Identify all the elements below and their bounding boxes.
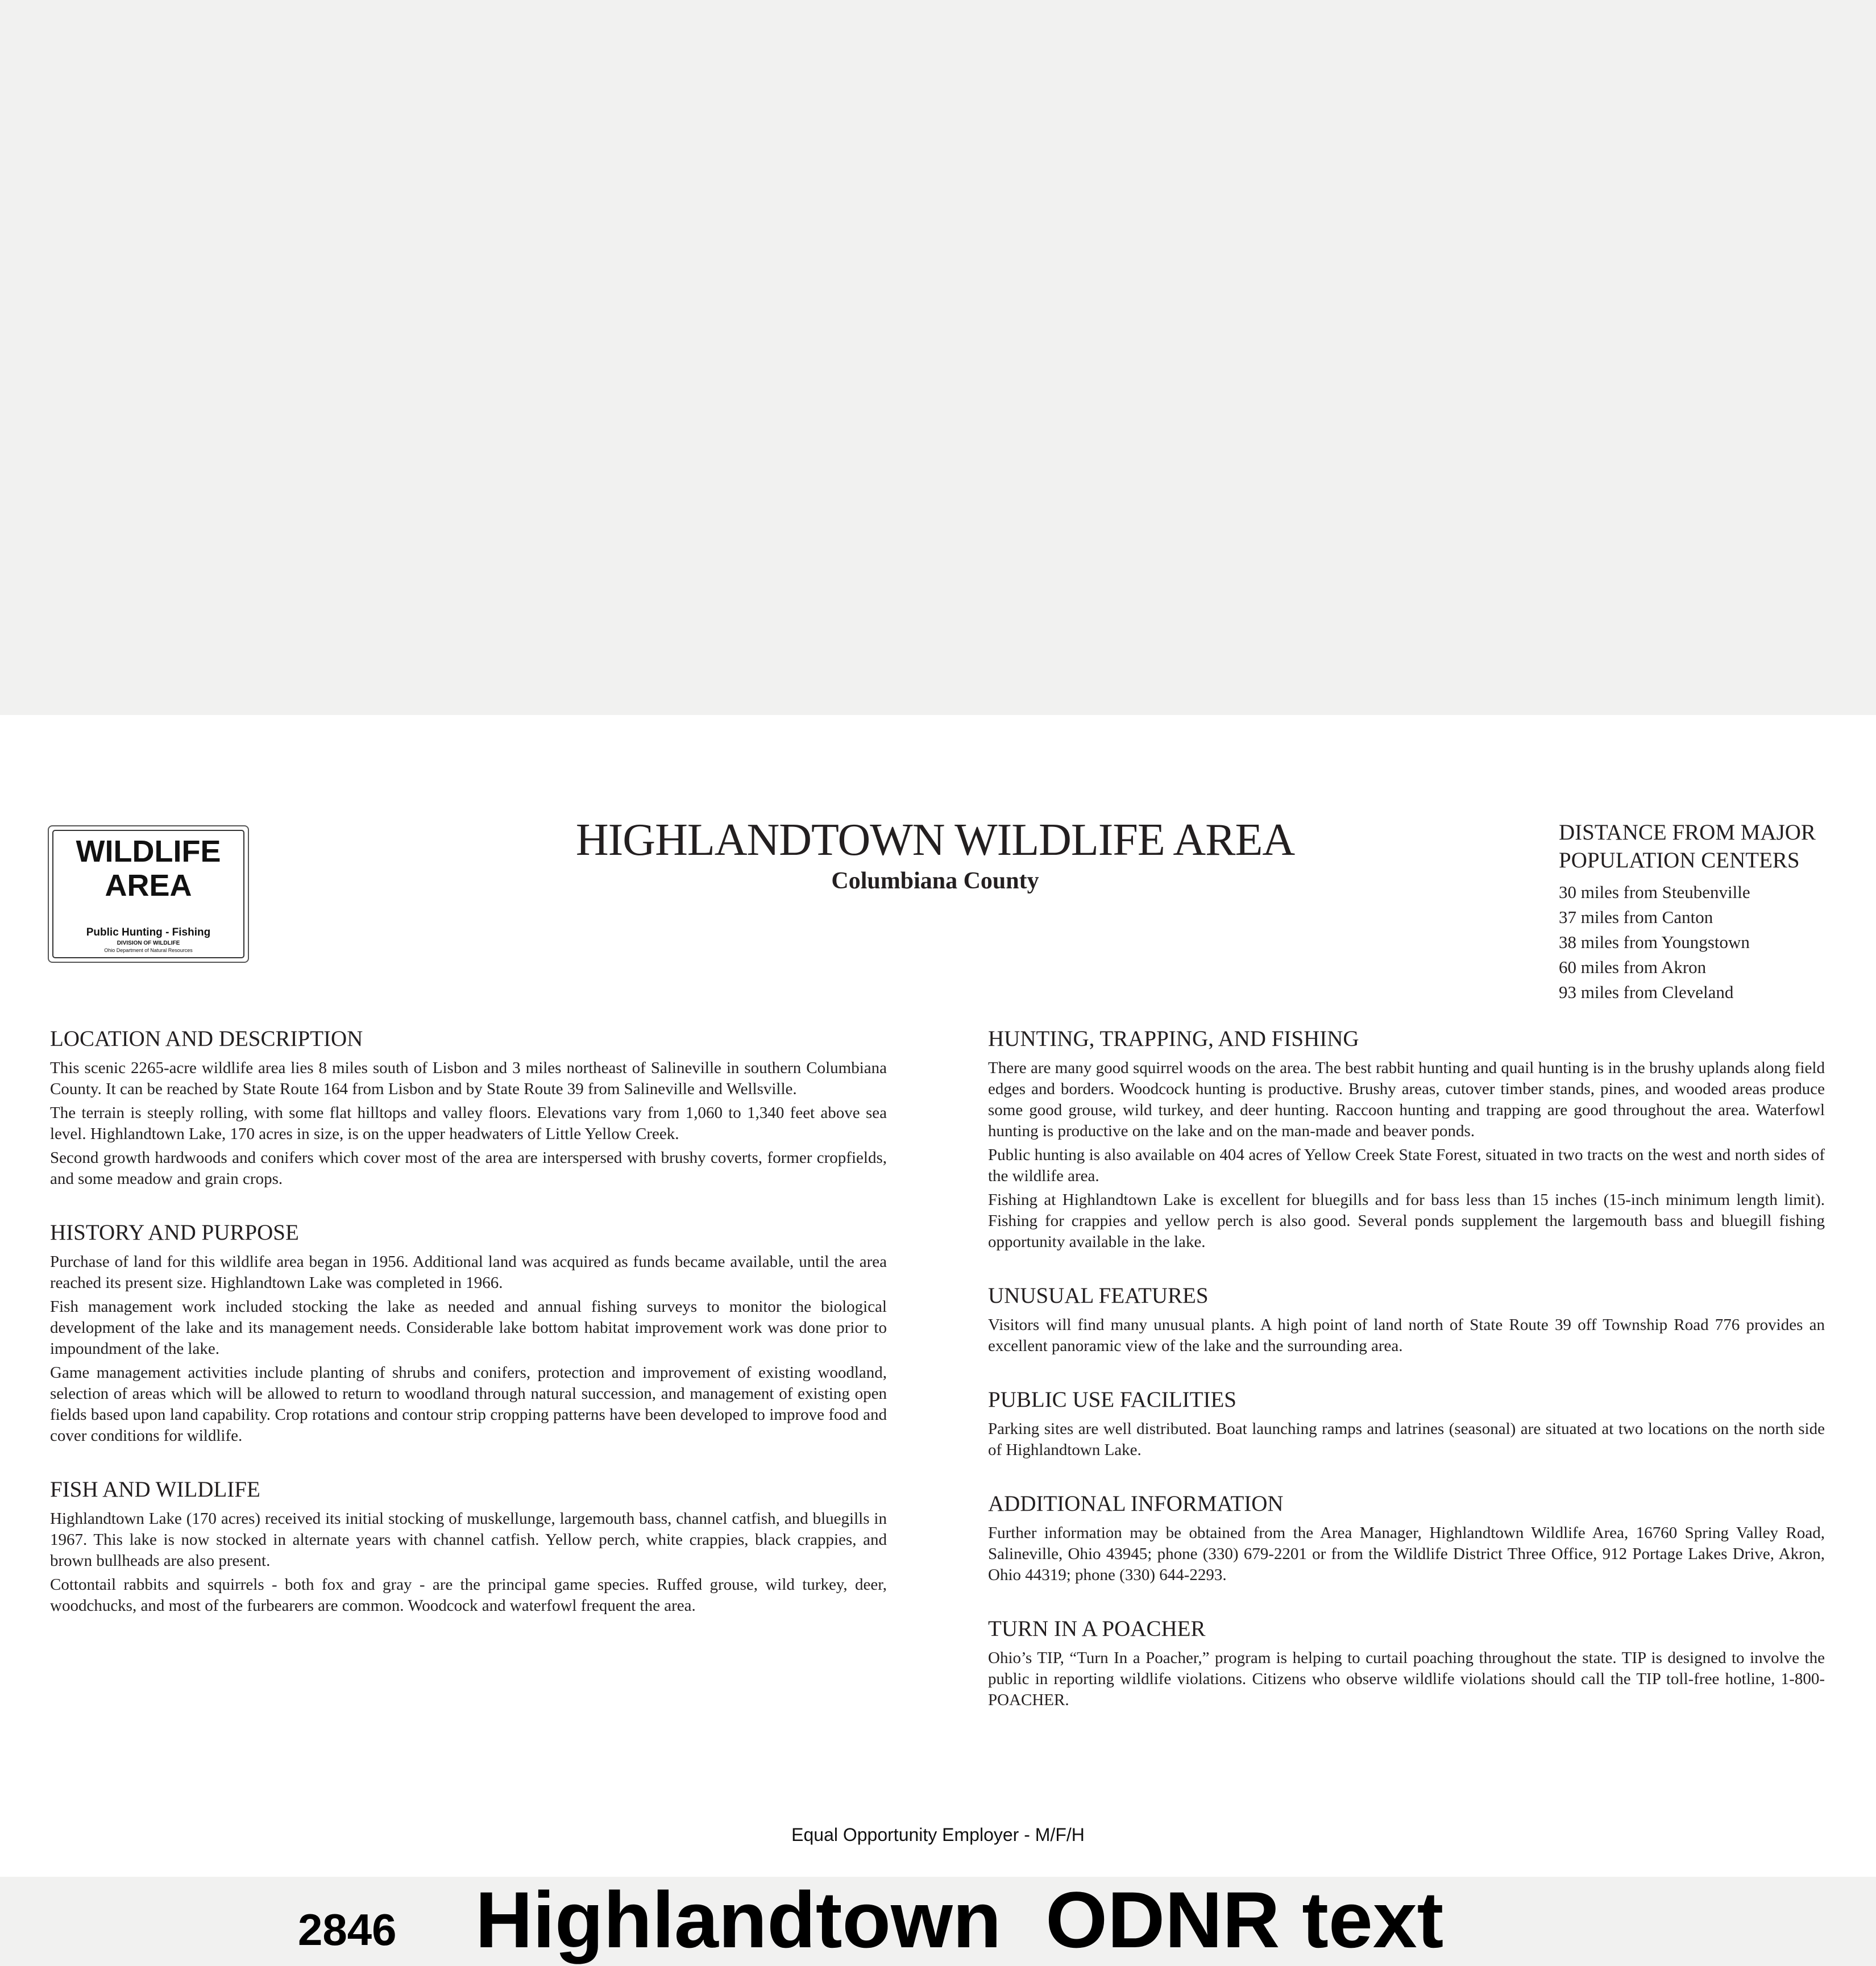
distance-heading bbox=[1559, 818, 1866, 874]
blank-top-band bbox=[0, 0, 1876, 715]
paragraph: Parking sites are well distributed. Boat launching ramps and latrines (seasonal) are situated at two locations on the north side of Highlandtown Lake. bbox=[988, 1420, 1825, 1459]
page-title: HIGHLANDTOWN WILDLIFE AREA bbox=[575, 815, 1295, 865]
distance-heading-line2: POPULATION CENTERS bbox=[1559, 848, 1800, 872]
paragraph: Ohio’s TIP, “Turn In a Poacher,” program is helping to curtail poaching throughout the state. TIP is designed to involve the public in reporting wildlife violations. Citizens who observe wildlife violations should call the TIP toll-free hotline, 1-800-POACHER. bbox=[988, 1649, 1825, 1709]
paragraph: There are many good squirrel woods on the area. The best rabbit hunting and quail hunting is in the brushy uplands along field edges and borders. Woodcock hunting is productive. Brushy areas, cutover timber stands, pines, and wooded areas produce some good grouse, wild turkey, and deer hunting. Raccoon hunting and trapping are good throughout the area. Waterfowl hunting is productive on the lake and on the man-made and beaver ponds. bbox=[988, 1059, 1825, 1140]
section-turn-in-a-poacher bbox=[988, 1616, 1825, 1711]
distance-panel bbox=[1559, 818, 1866, 1005]
paragraph: Purchase of land for this wildlife area began in 1956. Additional land was acquired as funds became available, until the area reached its present size. Highlandtown Lake was completed in 1966. bbox=[50, 1253, 887, 1292]
distance-item: 37 miles from Canton bbox=[1559, 907, 1713, 927]
section-hunting bbox=[988, 1026, 1825, 1253]
section-additional-information bbox=[988, 1491, 1825, 1586]
section-heading: HISTORY AND PURPOSE bbox=[50, 1220, 299, 1245]
paragraph: Visitors will find many unusual plants. A high point of land north of State Route 39 off Township Road 776 provides an excellent panoramic view of the lake and the surrounding area. bbox=[988, 1316, 1825, 1355]
paragraph: The terrain is steeply rolling, with some flat hilltops and valley floors. Elevations vary from 1,060 to 1,340 feet above sea level. Highlandtown Lake, 170 acres in size, is on the upper headwaters of Little Yellow Creek. bbox=[50, 1104, 887, 1143]
paragraph: Second growth hardwoods and conifers which cover most of the area are interspersed with brushy coverts, former cropfields, and some meadow and grain crops. bbox=[50, 1149, 887, 1188]
paragraph: Fishing at Highlandtown Lake is excellent for bluegills and for bass less than 15 inches (15-inch minimum length limit). Fishing for crappies and yellow perch is also good. Several ponds supplement the largemouth bass and bluegill fishing opportunity available in the lake. bbox=[988, 1191, 1825, 1251]
wildlife-area-sign-logo bbox=[48, 825, 249, 963]
sign-department: Ohio Department of Natural Resources bbox=[104, 947, 193, 953]
section-heading: PUBLIC USE FACILITIES bbox=[988, 1387, 1236, 1412]
section-public-use-facilities bbox=[988, 1387, 1825, 1461]
section-heading: UNUSUAL FEATURES bbox=[988, 1283, 1209, 1308]
sign-title bbox=[49, 834, 248, 903]
section-location bbox=[50, 1026, 887, 1190]
section-unusual-features bbox=[988, 1283, 1825, 1357]
distance-heading-line1: DISTANCE FROM MAJOR bbox=[1559, 820, 1816, 845]
distance-item: 60 miles from Akron bbox=[1559, 957, 1707, 977]
job-code: 2846 bbox=[298, 1905, 397, 1955]
section-heading: ADDITIONAL INFORMATION bbox=[988, 1491, 1284, 1516]
section-fish-wildlife bbox=[50, 1477, 887, 1616]
county-subtitle: Columbiana County bbox=[831, 868, 1039, 894]
distance-list bbox=[1559, 880, 1866, 1005]
sign-title-line2: AREA bbox=[105, 868, 192, 903]
section-heading: HUNTING, TRAPPING, AND FISHING bbox=[988, 1026, 1359, 1051]
paragraph: Public hunting is also available on 404 acres of Yellow Creek State Forest, situated in two tracts on the west and north sides of the wildlife area. bbox=[988, 1146, 1825, 1185]
section-history bbox=[50, 1220, 887, 1447]
distance-item: 93 miles from Cleveland bbox=[1559, 982, 1734, 1002]
section-heading: LOCATION AND DESCRIPTION bbox=[50, 1026, 363, 1051]
sign-subtitle: Public Hunting - Fishing bbox=[86, 926, 211, 938]
section-heading: FISH AND WILDLIFE bbox=[50, 1477, 260, 1502]
sign-division: DIVISION OF WILDLIFE bbox=[117, 940, 180, 946]
paragraph: Cottontail rabbits and squirrels - both fox and gray - are the principal game species. Ruffed grouse, wild turkey, deer, woodchucks, and most of the furbearers are common. Woodcock and waterfowl frequent the area. bbox=[50, 1576, 887, 1615]
equal-opportunity-note: Equal Opportunity Employer - M/F/H bbox=[791, 1824, 1085, 1845]
distance-item: 38 miles from Youngstown bbox=[1559, 932, 1750, 952]
sign-title-line1: WILDLIFE bbox=[76, 834, 221, 868]
right-column bbox=[988, 1026, 1825, 1714]
left-column bbox=[50, 1026, 887, 1619]
distance-item: 30 miles from Steubenville bbox=[1559, 882, 1750, 902]
paragraph: Highlandtown Lake (170 acres) received its initial stocking of muskellunge, largemouth bass, channel catfish, and bluegills in 1967. This lake is now stocked in alternate years with channel catfish. Yellow perch, white crappies, black crappies, and brown bullheads are also present. bbox=[50, 1510, 887, 1570]
paragraph: This scenic 2265-acre wildlife area lies 8 miles south of Lisbon and 3 miles northeast of Salineville in southern Columbiana County. It can be reached by State Route 164 from Lisbon and by State Route 39 from Salineville and Wellsville. bbox=[50, 1059, 887, 1098]
file-label: Highlandtown ODNR text bbox=[475, 1875, 1444, 1964]
section-heading: TURN IN A POACHER bbox=[988, 1616, 1206, 1641]
paragraph: Further information may be obtained from the Area Manager, Highlandtown Wildlife Area, 16760 Spring Valley Road, Salineville, Ohio 43945; phone (330) 679-2201 or from the Wildlife District Three Office, 912 Portage Lakes Drive, Akron, Ohio 44319; phone (330) 644-2293. bbox=[988, 1524, 1825, 1584]
paragraph: Fish management work included stocking the lake as needed and annual fishing surveys to monitor the biological development of the lake and its management needs. Considerable lake bottom habitat improvement work was done prior to impoundment of the lake. bbox=[50, 1298, 887, 1358]
paragraph: Game management activities include planting of shrubs and conifers, protection and improvement of existing woodland, selection of areas which will be allowed to return to woodland through natural succession, and management of existing open fields based upon land capability. Crop rotations and contour strip cropping patterns have been developed to improve food and cover conditions for wildlife. bbox=[50, 1364, 887, 1445]
